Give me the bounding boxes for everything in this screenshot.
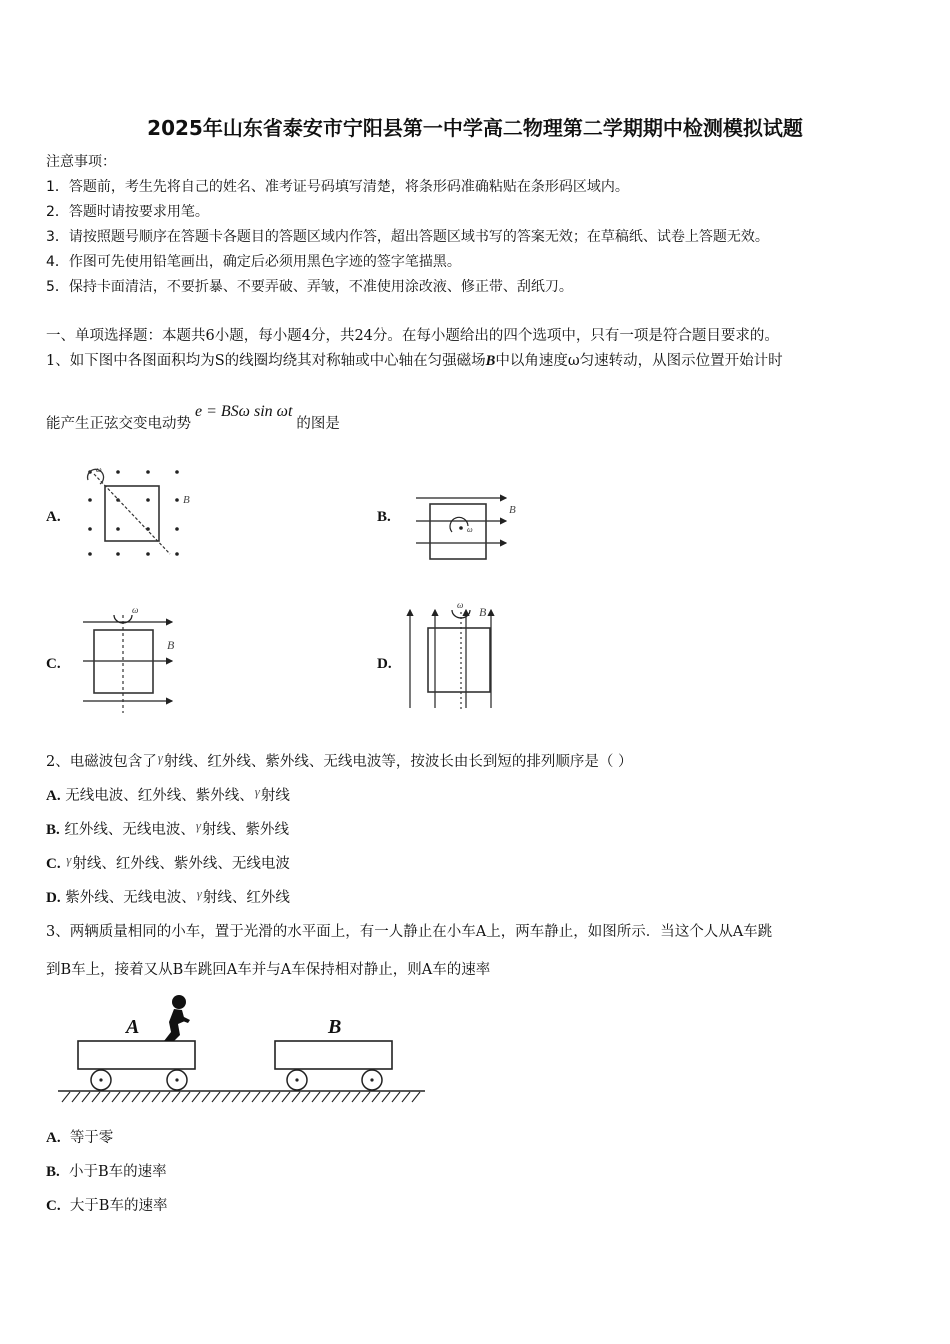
gamma-symbol: γ [195, 818, 201, 833]
svg-text:B: B [183, 494, 190, 506]
svg-text:ω: ω [467, 525, 473, 534]
cart-b-label: B [328, 1016, 342, 1038]
q1-option-a-label[interactable]: A. [46, 509, 61, 525]
question-1-stem-line2 [46, 403, 340, 434]
option-text: 射线、红外线、紫外线、无线电波 [72, 856, 290, 872]
option-label: C. [46, 1198, 61, 1214]
svg-text:B: B [479, 605, 487, 619]
option-text: 射线 [260, 788, 290, 804]
option-text: 大于B车的速率 [69, 1198, 168, 1214]
option-label: D. [46, 890, 61, 906]
notice-item-3: 3．请按照题号顺序在答题卡各题目的答题区域内作答，超出答题区域书写的答案无效；在草稿纸、试卷上答题无效。 [46, 229, 769, 245]
q1-text-d: 的图是 [296, 416, 340, 432]
question-2-stem [46, 752, 632, 772]
cart-a-label: A [126, 1016, 140, 1038]
notice-item-1: 1．答题前，考生先将自己的姓名、准考证号码填写清楚，将条形码准确粘贴在条形码区域内。 [46, 179, 629, 195]
q1-option-c-label[interactable]: C. [46, 656, 61, 672]
emf-formula: e = BSω sin ωt [195, 403, 293, 420]
option-label: C. [46, 856, 61, 872]
q1-option-b-label[interactable]: B. [377, 509, 391, 525]
option-text: 等于零 [69, 1130, 114, 1146]
q2-option-c[interactable] [46, 854, 290, 874]
q1-field-symbol: B [485, 353, 496, 369]
option-text: 小于B车的速率 [68, 1164, 167, 1180]
gamma-symbol: γ [254, 784, 260, 799]
q1-text-b: 中以角速度ω匀速转动，从图示位置开始计时 [495, 353, 783, 369]
q3-option-b[interactable] [46, 1162, 167, 1182]
q3-option-a[interactable] [46, 1128, 113, 1148]
notice-item-5: 5．保持卡面清洁，不要折暴、不要弄破、弄皱，不准使用涂改液、修正带、刮纸刀。 [46, 279, 573, 295]
gamma-symbol: γ [157, 750, 163, 765]
q2-option-d[interactable] [46, 888, 290, 908]
svg-text:ω: ω [457, 600, 464, 610]
q2-text-b: 射线、红外线、紫外线、无线电波等，按波长由长到短的排列顺序是（ ） [163, 754, 633, 770]
option-text: 射线、紫外线 [202, 822, 289, 838]
notice-heading: 注意事项： [46, 154, 116, 170]
q1-option-d-label[interactable]: D. [377, 656, 392, 672]
figure-option-a [80, 462, 195, 562]
section-heading: 一、单项选择题：本题共6小题，每小题4分，共24分。在每小题给出的四个选项中，只有一项是符合题目要求的。 [46, 328, 779, 344]
figure-option-c [80, 601, 185, 713]
q1-text-c: 能产生正弦交变电动势 [46, 416, 191, 432]
q2-option-a[interactable] [46, 786, 290, 806]
option-text: 射线、红外线 [202, 890, 290, 906]
q1-text-a: 1、如下图中各图面积均为S的线圈均绕其对称轴或中心轴在匀强磁场 [46, 353, 486, 369]
option-label: B. [46, 822, 60, 838]
notice-item-2: 2．答题时请按要求用笔。 [46, 204, 209, 220]
option-label: A. [46, 1130, 61, 1146]
svg-text:B: B [509, 504, 516, 516]
svg-text:B: B [167, 638, 175, 652]
q3-option-c[interactable] [46, 1196, 167, 1216]
gamma-symbol: γ [196, 886, 202, 901]
figure-two-carts [50, 990, 430, 1108]
document-title: 2025年山东省泰安市宁阳县第一中学高二物理第二学期期中检测模拟试题 [147, 116, 803, 140]
svg-text:ω: ω [132, 605, 139, 615]
svg-text:ω: ω [96, 465, 102, 474]
question-3-stem-line1: 3、两辆质量相同的小车，置于光滑的水平面上，有一人静止在小车A上，两车静止，如图所示．当这个人从A车跳 [46, 924, 773, 940]
option-text: 无线电波、红外线、紫外线、 [65, 788, 254, 804]
notice-item-4: 4．作图可先使用铅笔画出，确定后必须用黑色字迹的签字笔描黑。 [46, 254, 461, 270]
figure-option-d [405, 600, 505, 712]
gamma-symbol: γ [66, 852, 72, 867]
q2-text-a: 2、电磁波包含了 [46, 754, 157, 770]
question-1-stem-line1 [46, 351, 783, 371]
person-icon [164, 995, 190, 1041]
option-label: A. [46, 788, 61, 804]
option-text: 红外线、无线电波、 [64, 822, 195, 838]
question-3-stem-line2: 到B车上，接着又从B车跳回A车并与A车保持相对静止，则A车的速率 [46, 962, 491, 978]
option-label: B. [46, 1164, 60, 1180]
option-text: 紫外线、无线电波、 [65, 890, 196, 906]
figure-option-b [412, 488, 527, 563]
q2-option-b[interactable] [46, 820, 289, 840]
